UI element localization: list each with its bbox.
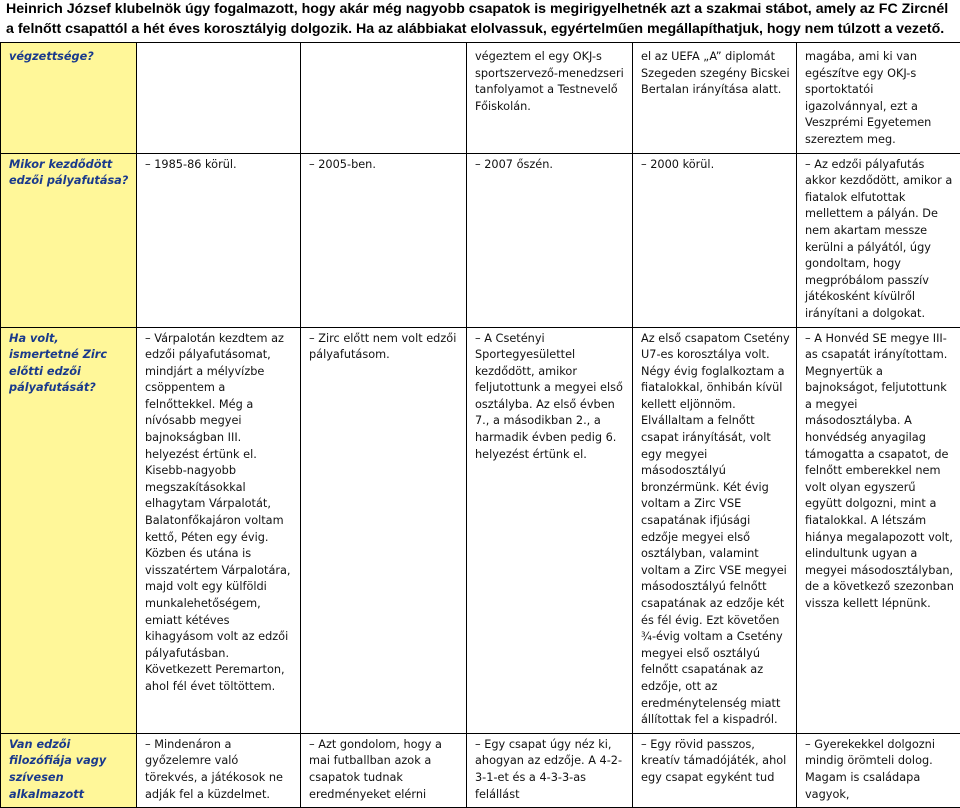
table-row [1,733,960,807]
intro-paragraph: Heinrich József klubelnök úgy fogalmazott, hogy akár még nagyobb csapatok is megirigyelhetnék azt a szakmai stábot, amely az FC Zircnél a felnőtt csapattól a hét éves korosztályig dolgozik. Ha az alábbiakat elolvassuk, egyértelműen megállapíthatjuk, hogy nem túlzott a vezető. [6,0,956,39]
answer-cell: – 1985-86 körül. [137,153,301,327]
answer-cell: – 2000 körül. [633,153,797,327]
question-cell: Van edzői filozófiája vagy szívesen alkalmazott [1,733,137,807]
answer-cell: – Egy rövid passzos, kreatív támadójáték, ahol egy csapat egyként tud [633,733,797,807]
table-row [1,43,960,154]
answer-cell [137,43,301,154]
answer-cell: – A Csetényi Sportegyesülettel kezdődött, amikor feljutottunk a megyei első osztályba. Az első évben 7., a másodikban 2., a harmadik évben pedig 6. helyezést értünk el. [467,327,633,733]
coaches-interview-table [0,42,960,808]
answer-cell: – 2005-ben. [301,153,467,327]
answer-cell: – Egy csapat úgy néz ki, ahogyan az edzője. A 4-2-3-1-et és a 4-3-3-as felállást [467,733,633,807]
answer-cell: – Mindenáron a győzelemre való törekvés, a játékosok ne adják fel a küzdelmet. [137,733,301,807]
question-cell: Ha volt, ismertetné Zirc előtti edzői pályafutását? [1,327,137,733]
table-row [1,327,960,733]
question-cell: Mikor kezdődött edzői pályafutása? [1,153,137,327]
table-row [1,153,960,327]
answer-cell: – A Honvéd SE megye III-as csapatát irányítottam. Megnyertük a bajnokságot, feljutottunk a megyei másodosztályba. A honvédség anyagilag támogatta a csapatot, de felnőtt emberekkel nem volt olyan egyszerű együtt dolgozni, mint a fiatalokkal. A létszám hiánya megalapozott volt, elindultunk ugyan a megyei másodosztályban, de a következő szezonban vissza kellett lépnünk. [797,327,960,733]
answer-cell: magába, ami ki van egészítve egy OKJ-s sportoktatói igazolvánnyal, ezt a Veszprémi Egyetemen szereztem meg. [797,43,960,154]
answer-cell: – Várpalotán kezdtem az edzői pályafutásomat, mindjárt a mélyvízbe csöppentem a felnőttekkel. Még a nívósabb megyei bajnokságban III. helyezést értünk el. Kisebb-nagyobb megszakításokkal elhagytam Várpalotát, Balatonfőkajáron voltam kettő, Péten egy évig. Közben és utána is visszatértem Várpalotára, majd volt egy külföldi munkalehetőségem, emiatt kétéves kihagyásom volt az edzői pályafutásban. Következett Peremarton, ahol fél évet töltöttem. [137,327,301,733]
answer-cell: el az UEFA „A” diplomát Szegeden szegény Bicskei Bertalan irányítása alatt. [633,43,797,154]
answer-cell: – Az edzői pályafutás akkor kezdődött, amikor a fiatalok elfutottak mellettem a pályán. De nem akartam messze kerülni a pályától, úgy gondoltam, hogy megpróbálom passzív játékosként kívülről irányítani a dolgokat. [797,153,960,327]
answer-cell: végeztem el egy OKJ-s sportszervező-menedzseri tanfolyamot a Testnevelő Főiskolán. [467,43,633,154]
answer-cell: – Zirc előtt nem volt edzői pályafutásom. [301,327,467,733]
answer-cell [301,43,467,154]
answer-cell: – 2007 őszén. [467,153,633,327]
answer-cell: Az első csapatom Csetény U7-es korosztálya volt. Négy évig foglalkoztam a fiatalokkal, önhibán kívül kellett eljönnöm. Elvállaltam a felnőtt csapat irányítását, volt egy megyei másodosztályú bronzérmünk. Két évig voltam a Zirc VSE csapatának ifjúsági edzője megyei első osztályban, valamint voltam a Zirc VSE megyei másodosztályú felnőtt csapatának az edzője két és fél évig. Ezt követően ¾-évig voltam a Csetény megyei első osztályú felnőtt csapatának az edzője, ott az eredménytelenség miatt állítottak fel a kispadról. [633,327,797,733]
answer-cell: – Azt gondolom, hogy a mai futballban azok a csapatok tudnak eredményeket elérni [301,733,467,807]
question-cell: végzettsége? [1,43,137,154]
answer-cell: – Gyerekekkel dolgozni mindig örömteli dolog. Magam is családapa vagyok, [797,733,960,807]
